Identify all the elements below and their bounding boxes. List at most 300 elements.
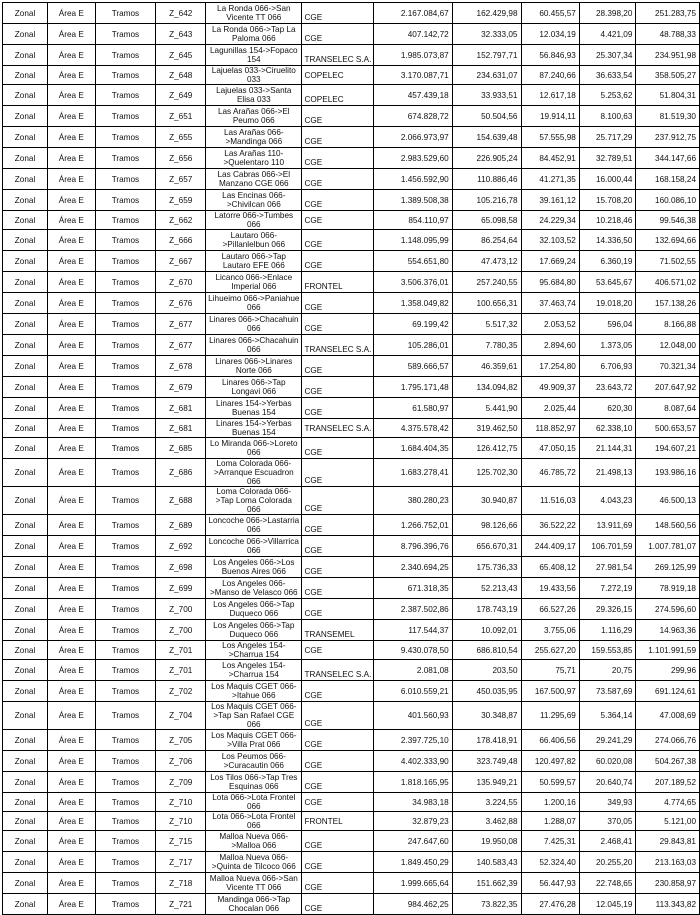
value-cell: 86.254,64 [452, 230, 521, 251]
value-cell: 15.708,20 [579, 190, 636, 211]
value-cell: 6.360,19 [579, 251, 636, 272]
value-cell: 10.092,01 [452, 620, 521, 641]
code-cell: Z_688 [156, 487, 206, 515]
type-cell: Tramos [95, 873, 156, 894]
value-cell: 1.985.073,87 [374, 45, 452, 66]
value-cell: 105.286,01 [374, 335, 452, 356]
value-cell: 65.408,12 [521, 557, 579, 578]
table-row [3, 148, 700, 169]
zone-cell: Zonal [3, 127, 48, 148]
type-cell: Tramos [95, 272, 156, 293]
value-cell: 30.348,87 [452, 702, 521, 730]
value-cell: 2.066.973,97 [374, 127, 452, 148]
owner-cell: TRANSELEC S.A. [302, 45, 374, 66]
area-cell: Área E [48, 660, 95, 681]
value-cell: 46.500,13 [636, 487, 700, 515]
owner-cell: CGE [302, 398, 374, 419]
owner-cell: CGE [302, 681, 374, 702]
area-cell: Área E [48, 398, 95, 419]
value-cell: 1.683.278,41 [374, 459, 452, 487]
type-cell: Tramos [95, 702, 156, 730]
value-cell: 8.087,64 [636, 398, 700, 419]
type-cell: Tramos [95, 852, 156, 873]
value-cell: 2.397.725,10 [374, 730, 452, 751]
zone-cell: Zonal [3, 272, 48, 293]
table-row [3, 356, 700, 377]
table-row [3, 812, 700, 831]
tramo-cell: Lota 066->Lota Frontel 066 [206, 793, 302, 812]
value-cell: 984.462,25 [374, 894, 452, 915]
value-cell: 148.560,56 [636, 515, 700, 536]
area-cell: Área E [48, 24, 95, 45]
tramo-cell: Linares 154->Yerbas Buenas 154 [206, 419, 302, 438]
value-cell: 20,75 [579, 660, 636, 681]
value-cell: 620,30 [579, 398, 636, 419]
value-cell: 1.849.450,29 [374, 852, 452, 873]
table-row [3, 578, 700, 599]
code-cell: Z_645 [156, 45, 206, 66]
value-cell: 5.441,90 [452, 398, 521, 419]
type-cell: Tramos [95, 487, 156, 515]
area-cell: Área E [48, 536, 95, 557]
code-cell: Z_657 [156, 169, 206, 190]
value-cell: 3.170.087,71 [374, 66, 452, 85]
value-cell: 11.295,69 [521, 702, 579, 730]
tramo-cell: Los Maquis CGET 066->Itahue 066 [206, 681, 302, 702]
type-cell: Tramos [95, 211, 156, 230]
value-cell: 47.008,69 [636, 702, 700, 730]
value-cell: 168.158,24 [636, 169, 700, 190]
tramo-cell: Lota 066->Lota Frontel 066 [206, 812, 302, 831]
value-cell: 32.789,51 [579, 148, 636, 169]
table-row [3, 419, 700, 438]
code-cell: Z_704 [156, 702, 206, 730]
value-cell: 140.583,43 [452, 852, 521, 873]
value-cell: 358.505,27 [636, 66, 700, 85]
value-cell: 2.468,41 [579, 831, 636, 852]
value-cell: 13.911,69 [579, 515, 636, 536]
value-cell: 49.909,37 [521, 377, 579, 398]
table-row [3, 314, 700, 335]
value-cell: 66.406,56 [521, 730, 579, 751]
code-cell: Z_677 [156, 335, 206, 356]
value-cell: 234.951,98 [636, 45, 700, 66]
type-cell: Tramos [95, 620, 156, 641]
table-row [3, 190, 700, 211]
table-row [3, 681, 700, 702]
owner-cell: CGE [302, 3, 374, 24]
value-cell: 106.701,59 [579, 536, 636, 557]
value-cell: 2.167.084,67 [374, 3, 452, 24]
value-cell: 671.318,35 [374, 578, 452, 599]
value-cell: 69.199,42 [374, 314, 452, 335]
type-cell: Tramos [95, 793, 156, 812]
value-cell: 167.500,97 [521, 681, 579, 702]
value-cell: 207.189,52 [636, 772, 700, 793]
code-cell: Z_701 [156, 660, 206, 681]
value-cell: 27.981,54 [579, 557, 636, 578]
tramo-cell: Malloa Nueva 066->Malloa 066 [206, 831, 302, 852]
code-cell: Z_710 [156, 793, 206, 812]
table-row [3, 620, 700, 641]
value-cell: 110.886,46 [452, 169, 521, 190]
zone-cell: Zonal [3, 85, 48, 106]
table-row [3, 894, 700, 915]
area-cell: Área E [48, 620, 95, 641]
value-cell: 1.200,16 [521, 793, 579, 812]
value-cell: 14.963,36 [636, 620, 700, 641]
table-row [3, 438, 700, 459]
value-cell: 62.338,10 [579, 419, 636, 438]
area-cell: Área E [48, 356, 95, 377]
value-cell: 73.587,69 [579, 681, 636, 702]
value-cell: 344.147,66 [636, 148, 700, 169]
value-cell: 8.796.396,76 [374, 536, 452, 557]
type-cell: Tramos [95, 751, 156, 772]
value-cell: 401.560,93 [374, 702, 452, 730]
code-cell: Z_649 [156, 85, 206, 106]
table-row [3, 230, 700, 251]
value-cell: 230.858,97 [636, 873, 700, 894]
value-cell: 9.430.078,50 [374, 641, 452, 660]
value-cell: 132.694,66 [636, 230, 700, 251]
value-cell: 5.253,62 [579, 85, 636, 106]
value-cell: 554.651,80 [374, 251, 452, 272]
value-cell: 2.025,44 [521, 398, 579, 419]
tramo-cell: Loma Colorada 066->Tap Loma Colorada 066 [206, 487, 302, 515]
value-cell: 274.596,60 [636, 599, 700, 620]
value-cell: 1.266.752,01 [374, 515, 452, 536]
value-cell: 34.983,18 [374, 793, 452, 812]
value-cell: 7.780,35 [452, 335, 521, 356]
owner-cell: CGE [302, 190, 374, 211]
value-cell: 4.375.578,42 [374, 419, 452, 438]
area-cell: Área E [48, 852, 95, 873]
value-cell: 41.271,35 [521, 169, 579, 190]
table-row [3, 730, 700, 751]
zone-cell: Zonal [3, 599, 48, 620]
tramo-cell: Lihueimo 066->Paniahue 066 [206, 293, 302, 314]
owner-cell: CGE [302, 356, 374, 377]
value-cell: 87.240,66 [521, 66, 579, 85]
value-cell: 39.161,12 [521, 190, 579, 211]
type-cell: Tramos [95, 772, 156, 793]
owner-cell: CGE [302, 127, 374, 148]
zone-cell: Zonal [3, 641, 48, 660]
value-cell: 36.522,22 [521, 515, 579, 536]
table-row [3, 3, 700, 24]
value-cell: 30.940,87 [452, 487, 521, 515]
value-cell: 2.081,08 [374, 660, 452, 681]
type-cell: Tramos [95, 578, 156, 599]
area-cell: Área E [48, 730, 95, 751]
value-cell: 2.894,60 [521, 335, 579, 356]
value-cell: 3.755,06 [521, 620, 579, 641]
table-row [3, 272, 700, 293]
value-cell: 29.326,15 [579, 599, 636, 620]
code-cell: Z_651 [156, 106, 206, 127]
value-cell: 24.229,34 [521, 211, 579, 230]
value-cell: 1.101.991,59 [636, 641, 700, 660]
value-cell: 29.843,81 [636, 831, 700, 852]
zone-cell: Zonal [3, 515, 48, 536]
code-cell: Z_705 [156, 730, 206, 751]
value-cell: 126.412,75 [452, 438, 521, 459]
tramo-cell: Los Angeles 154->Charrua 154 [206, 641, 302, 660]
value-cell: 237.912,75 [636, 127, 700, 148]
area-cell: Área E [48, 515, 95, 536]
area-cell: Área E [48, 599, 95, 620]
value-cell: 12.045,19 [579, 894, 636, 915]
code-cell: Z_700 [156, 620, 206, 641]
tramo-cell: Las Arañas 066->Mandinga 066 [206, 127, 302, 148]
value-cell: 299,96 [636, 660, 700, 681]
owner-cell: CGE [302, 106, 374, 127]
code-cell: Z_721 [156, 894, 206, 915]
table-row [3, 831, 700, 852]
zone-cell: Zonal [3, 45, 48, 66]
owner-cell: CGE [302, 314, 374, 335]
tramo-cell: Los Angeles 154->Charrua 154 [206, 660, 302, 681]
owner-cell: CGE [302, 536, 374, 557]
value-cell: 71.502,55 [636, 251, 700, 272]
zone-cell: Zonal [3, 398, 48, 419]
area-cell: Área E [48, 812, 95, 831]
value-cell: 2.983.529,60 [374, 148, 452, 169]
value-cell: 151.662,39 [452, 873, 521, 894]
owner-cell: CGE [302, 578, 374, 599]
code-cell: Z_710 [156, 812, 206, 831]
tramo-cell: Los Angeles 066->Manso de Velasco 066 [206, 578, 302, 599]
value-cell: 7.425,31 [521, 831, 579, 852]
type-cell: Tramos [95, 536, 156, 557]
value-cell: 98.126,66 [452, 515, 521, 536]
tramo-cell: Lajuelas 033->Santa Elisa 033 [206, 85, 302, 106]
value-cell: 12.617,18 [521, 85, 579, 106]
value-cell: 203,50 [452, 660, 521, 681]
area-cell: Área E [48, 641, 95, 660]
type-cell: Tramos [95, 419, 156, 438]
code-cell: Z_677 [156, 314, 206, 335]
value-cell: 84.452,91 [521, 148, 579, 169]
code-cell: Z_717 [156, 852, 206, 873]
value-cell: 10.218,46 [579, 211, 636, 230]
area-cell: Área E [48, 459, 95, 487]
value-cell: 157.138,26 [636, 293, 700, 314]
value-cell: 1.456.592,90 [374, 169, 452, 190]
value-cell: 125.702,30 [452, 459, 521, 487]
type-cell: Tramos [95, 557, 156, 578]
value-cell: 36.633,54 [579, 66, 636, 85]
value-cell: 99.546,38 [636, 211, 700, 230]
code-cell: Z_686 [156, 459, 206, 487]
value-cell: 1.116,29 [579, 620, 636, 641]
type-cell: Tramos [95, 230, 156, 251]
code-cell: Z_678 [156, 356, 206, 377]
value-cell: 257.240,55 [452, 272, 521, 293]
tramo-cell: La Ronda 066->Tap La Paloma 066 [206, 24, 302, 45]
value-cell: 4.421,09 [579, 24, 636, 45]
area-cell: Área E [48, 831, 95, 852]
value-cell: 1.389.508,38 [374, 190, 452, 211]
code-cell: Z_718 [156, 873, 206, 894]
zone-cell: Zonal [3, 772, 48, 793]
owner-cell: CGE [302, 894, 374, 915]
area-cell: Área E [48, 251, 95, 272]
value-cell: 73.822,35 [452, 894, 521, 915]
owner-cell: CGE [302, 557, 374, 578]
area-cell: Área E [48, 557, 95, 578]
value-cell: 596,04 [579, 314, 636, 335]
zone-cell: Zonal [3, 894, 48, 915]
value-cell: 81.519,30 [636, 106, 700, 127]
code-cell: Z_715 [156, 831, 206, 852]
tramo-cell: Las Cabras 066->El Manzano CGE 066 [206, 169, 302, 190]
value-cell: 23.643,72 [579, 377, 636, 398]
zone-cell: Zonal [3, 660, 48, 681]
type-cell: Tramos [95, 641, 156, 660]
zone-cell: Zonal [3, 190, 48, 211]
code-cell: Z_676 [156, 293, 206, 314]
area-cell: Área E [48, 66, 95, 85]
area-cell: Área E [48, 148, 95, 169]
value-cell: 1.148.095,99 [374, 230, 452, 251]
type-cell: Tramos [95, 730, 156, 751]
table-row [3, 251, 700, 272]
value-cell: 3.506.376,01 [374, 272, 452, 293]
value-cell: 95.684,80 [521, 272, 579, 293]
owner-cell: CGE [302, 730, 374, 751]
type-cell: Tramos [95, 599, 156, 620]
zone-cell: Zonal [3, 314, 48, 335]
value-cell: 6.706,93 [579, 356, 636, 377]
value-cell: 78.919,18 [636, 578, 700, 599]
value-cell: 450.035,95 [452, 681, 521, 702]
code-cell: Z_709 [156, 772, 206, 793]
zone-cell: Zonal [3, 578, 48, 599]
value-cell: 27.476,28 [521, 894, 579, 915]
table-row [3, 24, 700, 45]
tramo-cell: La Ronda 066->San Vicente TT 066 [206, 3, 302, 24]
tramo-cell: Linares 066->Chacahuin 066 [206, 314, 302, 335]
value-cell: 457.439,18 [374, 85, 452, 106]
value-cell: 152.797,71 [452, 45, 521, 66]
zone-cell: Zonal [3, 730, 48, 751]
type-cell: Tramos [95, 515, 156, 536]
tramo-cell: Las Encinas 066->Chivilcan 066 [206, 190, 302, 211]
value-cell: 1.999.665,64 [374, 873, 452, 894]
value-cell: 53.645,67 [579, 272, 636, 293]
value-cell: 1.358.049,82 [374, 293, 452, 314]
value-cell: 5.364,14 [579, 702, 636, 730]
owner-cell: CGE [302, 831, 374, 852]
value-cell: 319.462,50 [452, 419, 521, 438]
table-row [3, 293, 700, 314]
type-cell: Tramos [95, 681, 156, 702]
value-cell: 674.828,72 [374, 106, 452, 127]
tramo-cell: Lautaro 066->Tap Lautaro EFE 066 [206, 251, 302, 272]
value-cell: 48.788,33 [636, 24, 700, 45]
zone-cell: Zonal [3, 335, 48, 356]
value-cell: 60.020,08 [579, 751, 636, 772]
value-cell: 134.094,82 [452, 377, 521, 398]
value-cell: 21.498,13 [579, 459, 636, 487]
area-cell: Área E [48, 314, 95, 335]
value-cell: 37.463,74 [521, 293, 579, 314]
code-cell: Z_681 [156, 398, 206, 419]
owner-cell: CGE [302, 438, 374, 459]
value-cell: 51.804,31 [636, 85, 700, 106]
value-cell: 32.333,05 [452, 24, 521, 45]
value-cell: 61.580,97 [374, 398, 452, 419]
value-cell: 686.810,54 [452, 641, 521, 660]
area-cell: Área E [48, 487, 95, 515]
type-cell: Tramos [95, 377, 156, 398]
area-cell: Área E [48, 578, 95, 599]
table-row [3, 106, 700, 127]
table-row [3, 398, 700, 419]
value-cell: 25.717,29 [579, 127, 636, 148]
table-row [3, 793, 700, 812]
value-cell: 8.100,63 [579, 106, 636, 127]
value-cell: 65.098,58 [452, 211, 521, 230]
area-cell: Área E [48, 335, 95, 356]
value-cell: 22.748,65 [579, 873, 636, 894]
tramo-cell: Malloa Nueva 066->Quinta de Tilcoco 066 [206, 852, 302, 873]
value-cell: 1.684.404,35 [374, 438, 452, 459]
code-cell: Z_656 [156, 148, 206, 169]
type-cell: Tramos [95, 127, 156, 148]
owner-cell: FRONTEL [302, 812, 374, 831]
area-cell: Área E [48, 873, 95, 894]
table-row [3, 335, 700, 356]
tramo-cell: Latorre 066->Tumbes 066 [206, 211, 302, 230]
value-cell: 4.774,65 [636, 793, 700, 812]
value-cell: 57.555,98 [521, 127, 579, 148]
value-cell: 854.110,97 [374, 211, 452, 230]
type-cell: Tramos [95, 106, 156, 127]
zone-cell: Zonal [3, 377, 48, 398]
value-cell: 29.241,29 [579, 730, 636, 751]
value-cell: 20.640,74 [579, 772, 636, 793]
code-cell: Z_701 [156, 641, 206, 660]
zone-cell: Zonal [3, 620, 48, 641]
area-cell: Área E [48, 438, 95, 459]
tramo-cell: Las Arañas 066->El Peumo 066 [206, 106, 302, 127]
area-cell: Área E [48, 230, 95, 251]
tramo-cell: Lo Miranda 066->Loreto 066 [206, 438, 302, 459]
table-row [3, 852, 700, 873]
value-cell: 19.433,56 [521, 578, 579, 599]
table-row [3, 702, 700, 730]
value-cell: 100.656,31 [452, 293, 521, 314]
tramo-cell: Licanco 066->Enlace Imperial 066 [206, 272, 302, 293]
value-cell: 162.429,98 [452, 3, 521, 24]
value-cell: 193.986,16 [636, 459, 700, 487]
value-cell: 28.398,20 [579, 3, 636, 24]
tramo-cell: Las Arañas 110->Quelentaro 110 [206, 148, 302, 169]
value-cell: 32.103,52 [521, 230, 579, 251]
value-cell: 7.272,19 [579, 578, 636, 599]
owner-cell: CGE [302, 599, 374, 620]
type-cell: Tramos [95, 398, 156, 419]
area-cell: Área E [48, 419, 95, 438]
owner-cell: CGE [302, 148, 374, 169]
value-cell: 504.267,38 [636, 751, 700, 772]
table-row [3, 85, 700, 106]
zone-cell: Zonal [3, 438, 48, 459]
area-cell: Área E [48, 190, 95, 211]
